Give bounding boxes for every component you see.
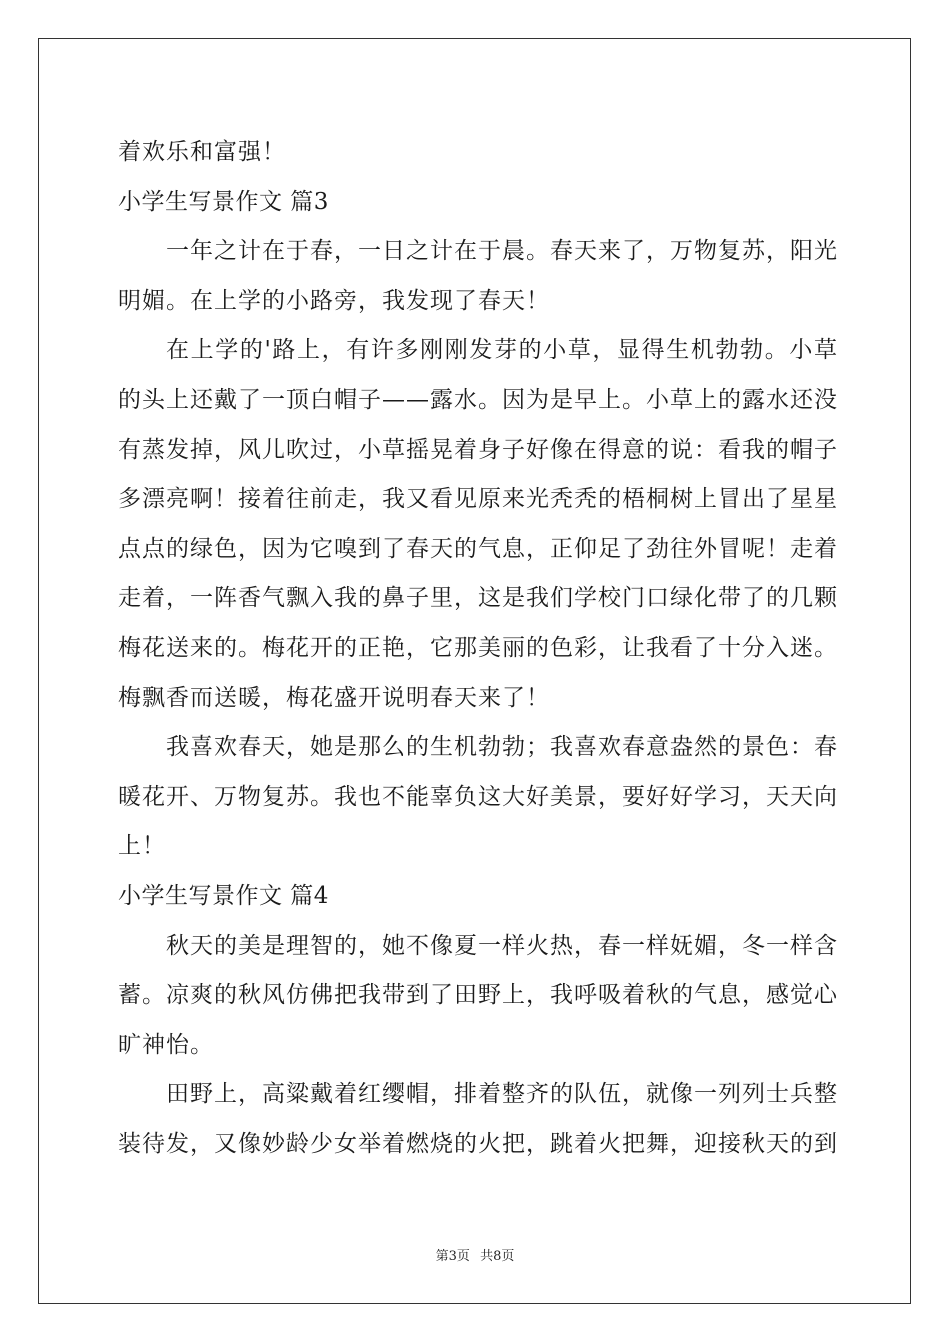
paragraph-line: 上！	[118, 833, 166, 860]
paragraph-line: 多漂亮啊！接着往前走，我又看见原来光秃秃的梧桐树上冒出了星星	[118, 486, 838, 513]
paragraph-line: 走着，一阵香气飘入我的鼻子里，这是我们学校门口绿化带了的几颗	[118, 585, 838, 612]
paragraph-line: 梅飘香而送暖，梅花盛开说明春天来了！	[118, 684, 550, 711]
paragraph-line: 在上学的'路上，有许多刚刚发芽的小草，显得生机勃勃。小草	[166, 337, 838, 364]
paragraph-line: 装待发，又像妙龄少女举着燃烧的火把，跳着火把舞，迎接秋天的到	[118, 1130, 838, 1157]
page-number: 第3页	[435, 1249, 470, 1264]
paragraph-line: 明媚。在上学的小路旁，我发现了春天！	[118, 287, 550, 314]
paragraph-line: 着欢乐和富强！	[118, 139, 286, 165]
section-heading: 小学生写景作文 篇4	[118, 882, 329, 909]
paragraph-line: 梅花送来的。梅花开的正艳，它那美丽的色彩，让我看了十分入迷。	[118, 634, 838, 661]
section-heading: 小学生写景作文 篇3	[118, 188, 329, 215]
paragraph-line: 蓄。凉爽的秋风仿佛把我带到了田野上，我呼吸着秋的气息，感觉心	[118, 982, 838, 1009]
paragraph-line: 的头上还戴了一顶白帽子——露水。因为是早上。小草上的露水还没	[118, 386, 838, 413]
paragraph-line: 有蒸发掉，风儿吹过，小草摇晃着身子好像在得意的说：看我的帽子	[118, 436, 838, 463]
paragraph-line: 一年之计在于春，一日之计在于晨。春天来了，万物复苏，阳光	[166, 238, 838, 265]
paragraph-line: 暖花开、万物复苏。我也不能辜负这大好美景，要好好学习，天天向	[118, 783, 838, 810]
paragraph-line: 点点的绿色，因为它嗅到了春天的气息，正仰足了劲往外冒呢！走着	[118, 535, 838, 562]
page-footer	[0, 1245, 950, 1264]
paragraph-line: 旷神怡。	[118, 1031, 214, 1058]
paragraph-line: 田野上，高粱戴着红缨帽，排着整齐的队伍，就像一列列士兵整	[166, 1081, 838, 1108]
paragraph-line: 秋天的美是理智的，她不像夏一样火热，春一样妩媚，冬一样含	[166, 932, 838, 959]
page-total: 共8页	[480, 1249, 515, 1264]
paragraph-line: 我喜欢春天，她是那么的生机勃勃；我喜欢春意盎然的景色：春	[166, 734, 838, 761]
document-body	[118, 128, 838, 1169]
